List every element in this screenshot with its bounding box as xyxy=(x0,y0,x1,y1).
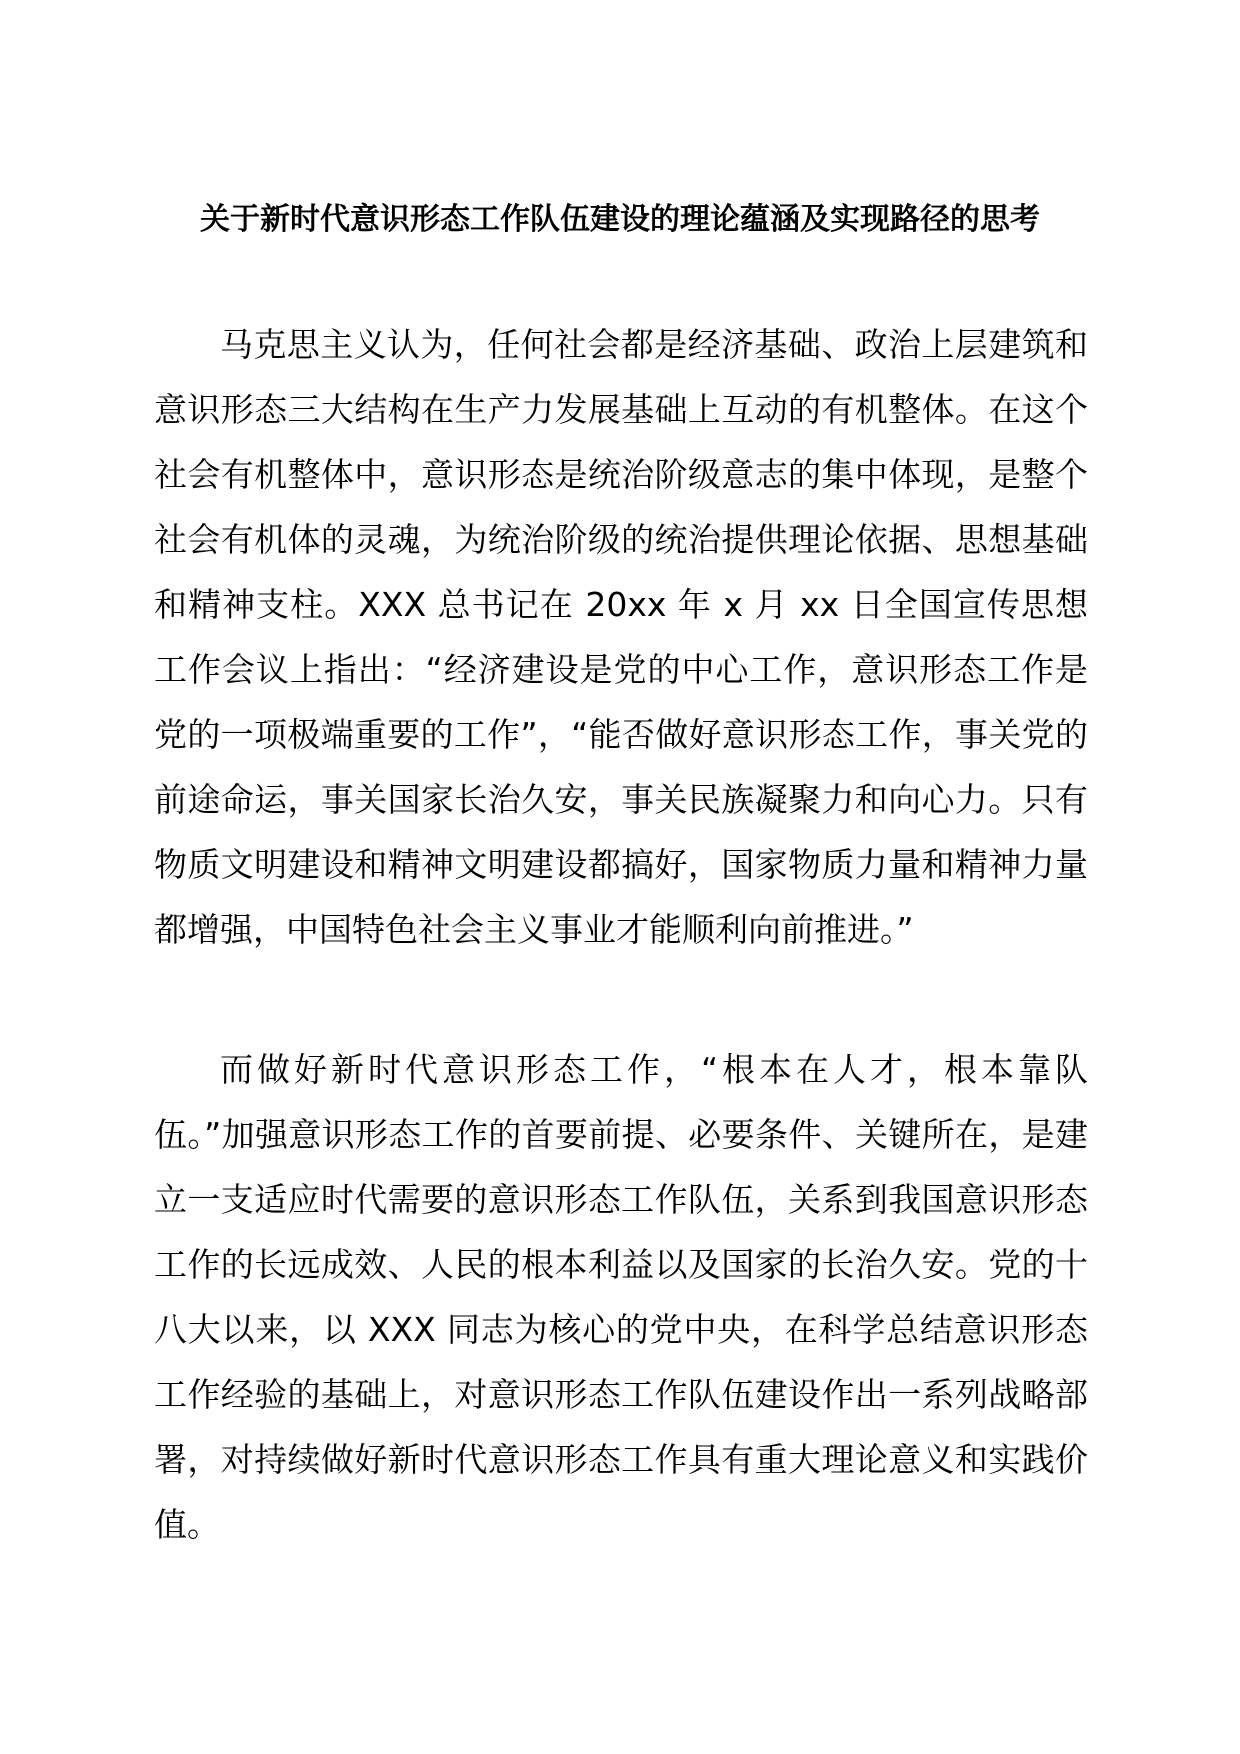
body-paragraph-1: 马克思主义认为，任何社会都是经济基础、政治上层建筑和意识形态三大结构在生产力发展基础上互动的有机整体。在这个社会有机整体中，意识形态是统治阶级意志的集中体现，是整个社会有机体的灵魂，为统治阶级的统治提供理论依据、思想基础和精神支柱。XXX 总书记在 20xx 年 x 月 xx 日全国宣传思想工作会议上指出：“经济建设是党的中心工作，意识形态工作是党的一项极端重要的工作”，“能否做好意识形态工作，事关党的前途命运，事关国家长治久安，事关民族凝聚力和向心力。只有物质文明建设和精神文明建设都搞好，国家物质力量和精神力量都增强，中国特色社会主义事业才能顺利向前推进。” xyxy=(154,325,1088,949)
document-title: 关于新时代意识形态工作队伍建设的理论蕴涵及实现路径的思考 xyxy=(200,202,1040,237)
body-paragraph-2: 而做好新时代意识形态工作，“根本在人才，根本靠队伍。”加强意识形态工作的首要前提、必要条件、关键所在，是建立一支适应时代需要的意识形态工作队伍，关系到我国意识形态工作的长远成效、人民的根本利益以及国家的长治久安。党的十八大以来，以 XXX 同志为核心的党中央，在科学总结意识形态工作经验的基础上，对意识形态工作队伍建设作出一系列战略部署，对持续做好新时代意识形态工作具有重大理论意义和实践价值。 xyxy=(154,1050,1088,1544)
